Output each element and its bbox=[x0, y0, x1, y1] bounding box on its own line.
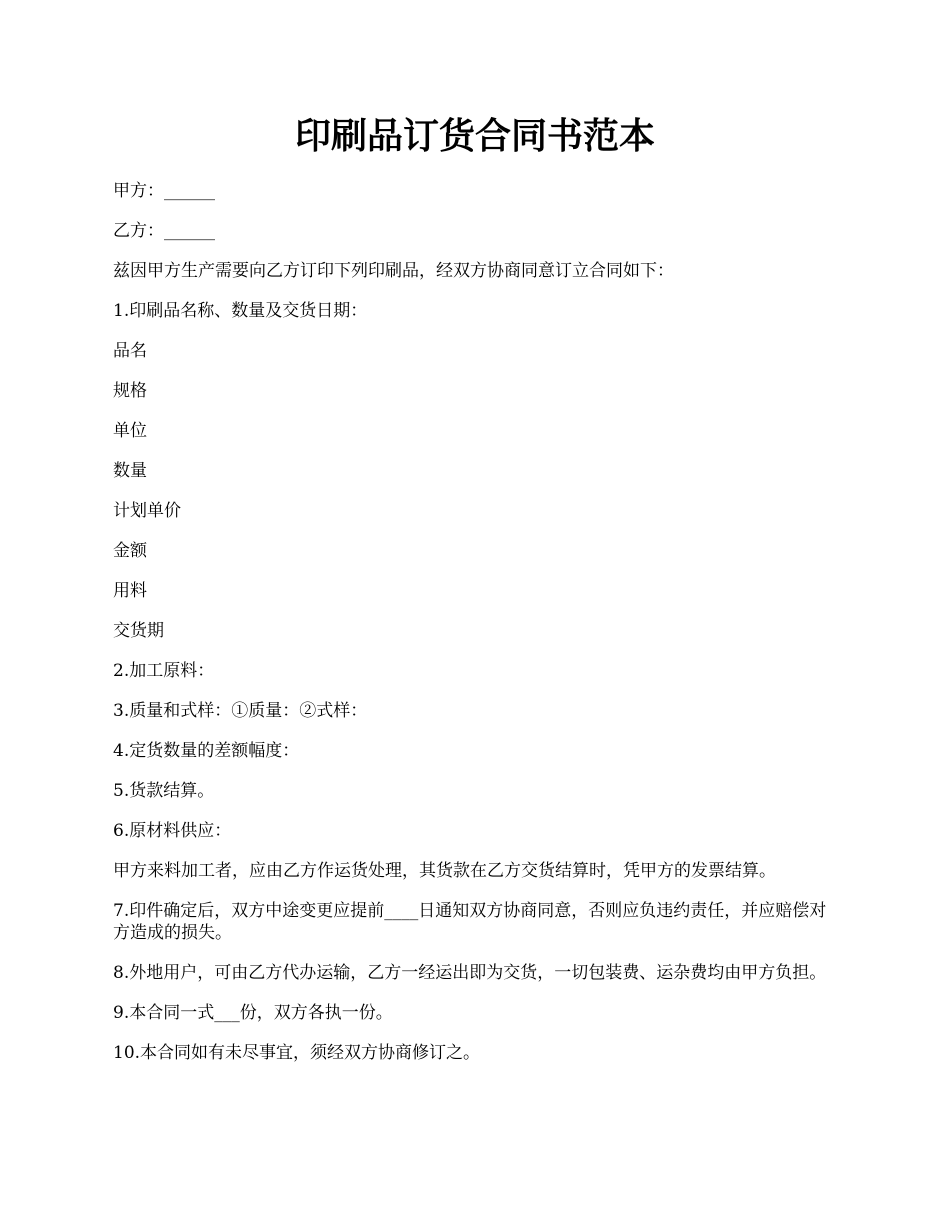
clause-6-detail: 甲方来料加工者，应由乙方作运货处理，其货款在乙方交货结算时，凭甲方的发票结算。 bbox=[113, 861, 776, 881]
item-field-quantity: 数量 bbox=[113, 461, 147, 481]
clause-1-heading: 1.印刷品名称、数量及交货日期： bbox=[113, 301, 368, 321]
document-title: 印刷品订货合同书范本 bbox=[294, 115, 655, 157]
party-b-line: 乙方：______ bbox=[113, 221, 215, 241]
clause-6: 6.原材料供应： bbox=[113, 821, 232, 841]
clause-9: 9.本合同一式___份，双方各执一份。 bbox=[113, 1003, 393, 1023]
item-field-material: 用料 bbox=[113, 581, 147, 601]
clause-5: 5.货款结算。 bbox=[113, 781, 215, 801]
item-field-name: 品名 bbox=[113, 341, 147, 361]
item-field-amount: 金额 bbox=[113, 541, 147, 561]
item-field-unit: 单位 bbox=[113, 421, 147, 441]
item-field-unit-price: 计划单价 bbox=[113, 501, 181, 521]
item-field-delivery: 交货期 bbox=[113, 621, 164, 641]
document-body bbox=[113, 180, 839, 1082]
clause-7: 7.印件确定后，双方中途变更应提前____日通知双方协商同意，否则应负违约责任，并应赔偿对方造成的损失。 bbox=[113, 901, 827, 943]
clause-10: 10.本合同如有未尽事宜，须经双方协商修订之。 bbox=[113, 1043, 481, 1063]
item-field-spec: 规格 bbox=[113, 381, 147, 401]
clause-2: 2.加工原料： bbox=[113, 661, 215, 681]
clause-3: 3.质量和式样：①质量：②式样： bbox=[113, 701, 368, 721]
clause-4: 4.定货数量的差额幅度： bbox=[113, 741, 300, 761]
party-a-line: 甲方：______ bbox=[113, 181, 215, 201]
clause-8: 8.外地用户，可由乙方代办运输，乙方一经运出即为交货，一切包装费、运杂费均由甲方负担。 bbox=[113, 963, 827, 983]
preamble-paragraph: 兹因甲方生产需要向乙方订印下列印刷品，经双方协商同意订立合同如下： bbox=[113, 261, 674, 281]
